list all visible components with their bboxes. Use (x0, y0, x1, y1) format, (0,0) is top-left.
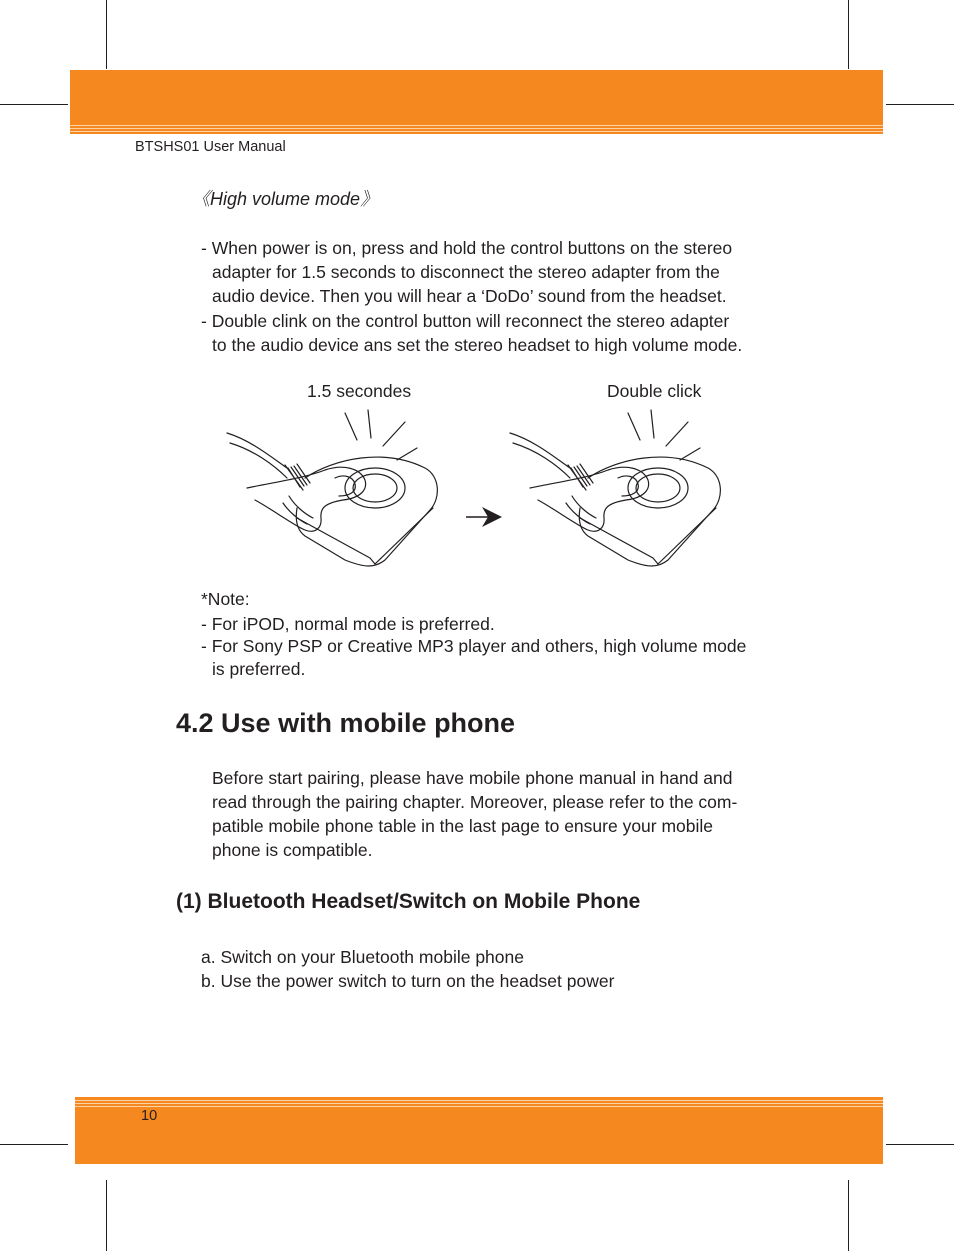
paragraph-line: Before start pairing, please have mobile phone manual in hand and (212, 768, 733, 788)
high-volume-title: 《High volume mode》 (192, 189, 379, 209)
hand-pressing-button-icon (508, 408, 738, 568)
crop-mark (886, 1144, 954, 1145)
bullet-line: to the audio device ans set the stereo headset to high volume mode. (212, 335, 743, 355)
paragraph-line: phone is compatible. (212, 840, 373, 860)
crop-mark (0, 1144, 68, 1145)
note-line: is preferred. (212, 659, 306, 679)
crop-mark (886, 104, 954, 105)
bullet-line: adapter for 1.5 seconds to disconnect the stereo adapter from the (212, 262, 720, 282)
note-line: - For iPOD, normal mode is preferred. (201, 614, 495, 634)
step-line: b. Use the power switch to turn on the headset power (201, 971, 615, 991)
step-line: a. Switch on your Bluetooth mobile phone (201, 947, 524, 967)
crop-mark (106, 1180, 107, 1251)
figure-label-left: 1.5 secondes (307, 381, 412, 401)
section-heading: 4.2 Use with mobile phone (176, 708, 516, 738)
bullet-line: - Double clink on the control button will reconnect the stereo adapter (201, 311, 730, 331)
bullet-line: - When power is on, press and hold the control buttons on the stereo (201, 238, 733, 258)
note-line: - For Sony PSP or Creative MP3 player and others, high volume mode (201, 636, 747, 656)
crop-mark (848, 1180, 849, 1251)
crop-mark (106, 0, 107, 69)
arrow-right-icon (464, 504, 504, 530)
crop-mark (0, 104, 68, 105)
subsection-heading: (1) Bluetooth Headset/Switch on Mobile Phone (176, 890, 641, 913)
bullet-line: audio device. Then you will hear a ‘DoDo’ sound from the headset. (212, 286, 727, 306)
hand-pressing-button-icon (225, 408, 455, 568)
note-label: *Note: (201, 589, 250, 609)
paragraph-line: read through the pairing chapter. Moreover, please refer to the com- (212, 792, 738, 812)
header-band (70, 70, 883, 134)
page-number: 10 (141, 1108, 158, 1124)
running-title: BTSHS01 User Manual (135, 139, 286, 155)
paragraph-line: patible mobile phone table in the last page to ensure your mobile (212, 816, 714, 836)
crop-mark (848, 0, 849, 69)
figure-label-right: Double click (607, 381, 702, 401)
footer-band (75, 1097, 883, 1164)
